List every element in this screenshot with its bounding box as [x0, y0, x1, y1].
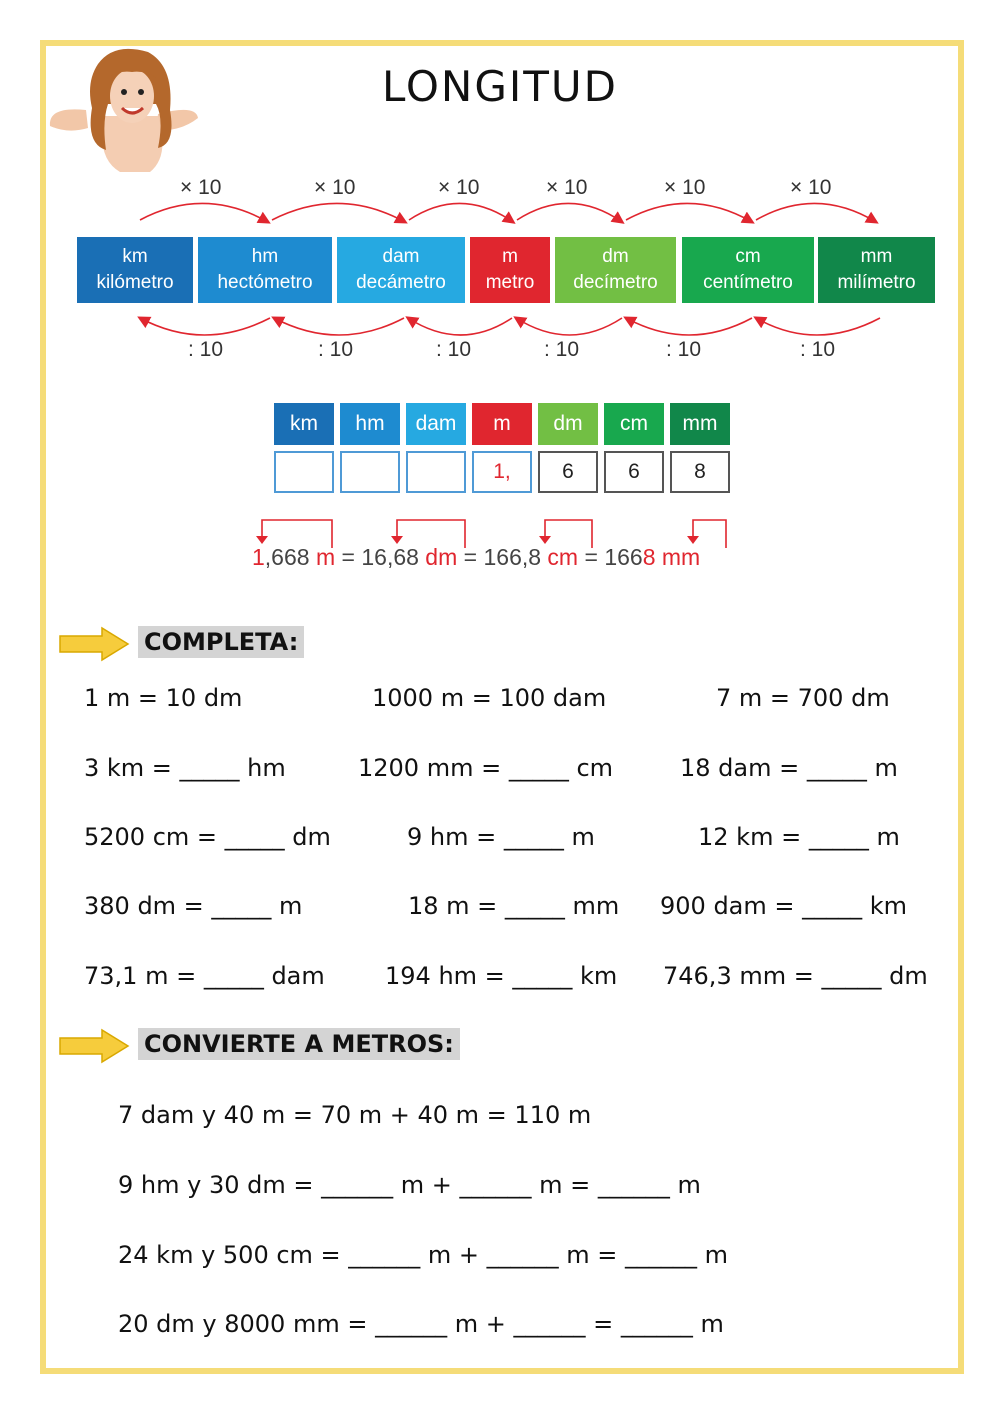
multiply-label-4: × 10	[546, 176, 588, 199]
unit-abbr: dam	[382, 246, 420, 267]
multiply-arrow-5	[626, 203, 752, 222]
table-cell-m: 1,	[472, 451, 532, 493]
table-header-mm: mm	[670, 403, 730, 445]
exercise-3-2[interactable]: 9 hm = _____ m	[407, 823, 595, 851]
table-cell-dm: 6	[538, 451, 598, 493]
exercise-1-1: 1 m = 10 dm	[84, 684, 243, 712]
multiply-arrow-1	[140, 203, 268, 222]
page-title: LONGITUD	[381, 62, 619, 111]
unit-box-hm	[198, 237, 332, 303]
conversion-row-3[interactable]: 24 km y 500 cm = ______ m + ______ m = ______ m	[118, 1241, 729, 1269]
exercise-4-3[interactable]: 900 dam = _____ km	[660, 892, 908, 920]
eq-part: 8	[642, 544, 656, 570]
table-header-hm: hm	[340, 403, 400, 445]
unit-abbr: km	[122, 246, 148, 267]
exercise-2-1[interactable]: 3 km = _____ hm	[84, 754, 286, 782]
multiply-label-1: × 10	[180, 176, 222, 199]
unit-abbr: dm	[602, 246, 629, 267]
eq-part: 166	[604, 544, 643, 570]
section-heading-completa: COMPLETA:	[138, 626, 304, 658]
unit-name: metro	[485, 272, 535, 293]
multiply-label-6: × 10	[790, 176, 832, 199]
unit-name: kilómetro	[96, 272, 174, 293]
table-header-dm: dm	[538, 403, 598, 445]
pointer-arrow-icon	[58, 1028, 130, 1064]
exercise-5-2[interactable]: 194 hm = _____ km	[385, 962, 618, 990]
unit-abbr: cm	[735, 246, 761, 267]
exercise-4-2[interactable]: 18 m = _____ mm	[408, 892, 620, 920]
eq-unit: dm	[418, 544, 458, 570]
unit-abbr: mm	[860, 246, 893, 267]
eq-unit: mm	[655, 544, 701, 570]
eq-sign: =	[578, 544, 605, 570]
exercise-2-3[interactable]: 18 dam = _____ m	[680, 754, 898, 782]
conversion-row-4[interactable]: 20 dm y 8000 mm = ______ m + ______ = ______ m	[118, 1310, 724, 1338]
table-header-m: m	[472, 403, 532, 445]
eq-part: 16	[361, 544, 387, 570]
divide-label-4: : 10	[544, 338, 580, 361]
unit-name: hectómetro	[217, 272, 313, 293]
eq-unit: cm	[541, 544, 579, 570]
eq-sign: =	[457, 544, 484, 570]
unit-box-m	[470, 237, 550, 303]
eq-part: 166	[483, 544, 522, 570]
unit-abbr: m	[502, 246, 518, 267]
multiply-label-3: × 10	[438, 176, 480, 199]
multiply-arrow-4	[517, 203, 622, 222]
multiply-arrow-6	[756, 203, 876, 222]
table-cell-cm: 6	[604, 451, 664, 493]
multiply-arrow-3	[409, 203, 513, 222]
conversion-row-2[interactable]: 9 hm y 30 dm = ______ m + ______ m = ______ m	[118, 1171, 701, 1199]
unit-box-cm	[682, 237, 814, 303]
unit-box-km	[77, 237, 193, 303]
eq-part: ,668	[264, 544, 310, 570]
exercise-4-1[interactable]: 380 dm = _____ m	[84, 892, 303, 920]
divide-label-6: : 10	[800, 338, 836, 361]
exercise-3-1[interactable]: 5200 cm = _____ dm	[84, 823, 331, 851]
unit-box-dm	[555, 237, 676, 303]
conversion-arrows	[0, 0, 1000, 380]
multiply-label-5: × 10	[664, 176, 706, 199]
table-header-dam: dam	[406, 403, 466, 445]
divide-arrow-2	[274, 318, 404, 335]
unit-name: milímetro	[837, 272, 916, 293]
eq-part: ,68	[386, 544, 419, 570]
exercise-1-2: 1000 m = 100 dam	[372, 684, 607, 712]
table-cell-hm	[340, 451, 400, 493]
exercise-5-1[interactable]: 73,1 m = _____ dam	[84, 962, 325, 990]
unit-box-mm	[818, 237, 935, 303]
divide-arrow-6	[756, 318, 880, 335]
section-heading-convierte: CONVIERTE A METROS:	[138, 1028, 460, 1060]
unit-abbr: hm	[251, 246, 279, 267]
multiply-arrow-2	[272, 203, 405, 222]
exercise-1-3: 7 m = 700 dm	[716, 684, 890, 712]
unit-box-dam	[337, 237, 465, 303]
eq-unit: m	[309, 544, 336, 570]
table-cell-km	[274, 451, 334, 493]
table-header-cm: cm	[604, 403, 664, 445]
divide-arrow-5	[626, 318, 752, 335]
table-cell-mm: 8	[670, 451, 730, 493]
divide-arrow-1	[140, 318, 270, 335]
divide-arrow-3	[408, 318, 512, 335]
divide-label-1: : 10	[188, 338, 224, 361]
unit-name: decímetro	[573, 272, 658, 293]
conversion-row-1: 7 dam y 40 m = 70 m + 40 m = 110 m	[118, 1101, 592, 1129]
divide-arrow-4	[516, 318, 622, 335]
example-equation	[252, 544, 700, 571]
divide-label-3: : 10	[436, 338, 472, 361]
eq-part: 1	[252, 544, 265, 570]
exercise-2-2[interactable]: 1200 mm = _____ cm	[358, 754, 614, 782]
exercise-5-3[interactable]: 746,3 mm = _____ dm	[663, 962, 928, 990]
divide-label-5: : 10	[666, 338, 702, 361]
table-cell-dam	[406, 451, 466, 493]
exercise-3-3[interactable]: 12 km = _____ m	[698, 823, 900, 851]
table-header-km: km	[274, 403, 334, 445]
multiply-label-2: × 10	[314, 176, 356, 199]
eq-part: ,8	[521, 544, 542, 570]
unit-name: decámetro	[356, 272, 446, 293]
divide-label-2: : 10	[318, 338, 354, 361]
pointer-arrow-icon	[58, 626, 130, 662]
unit-name: centímetro	[703, 272, 793, 293]
eq-sign: =	[335, 544, 362, 570]
